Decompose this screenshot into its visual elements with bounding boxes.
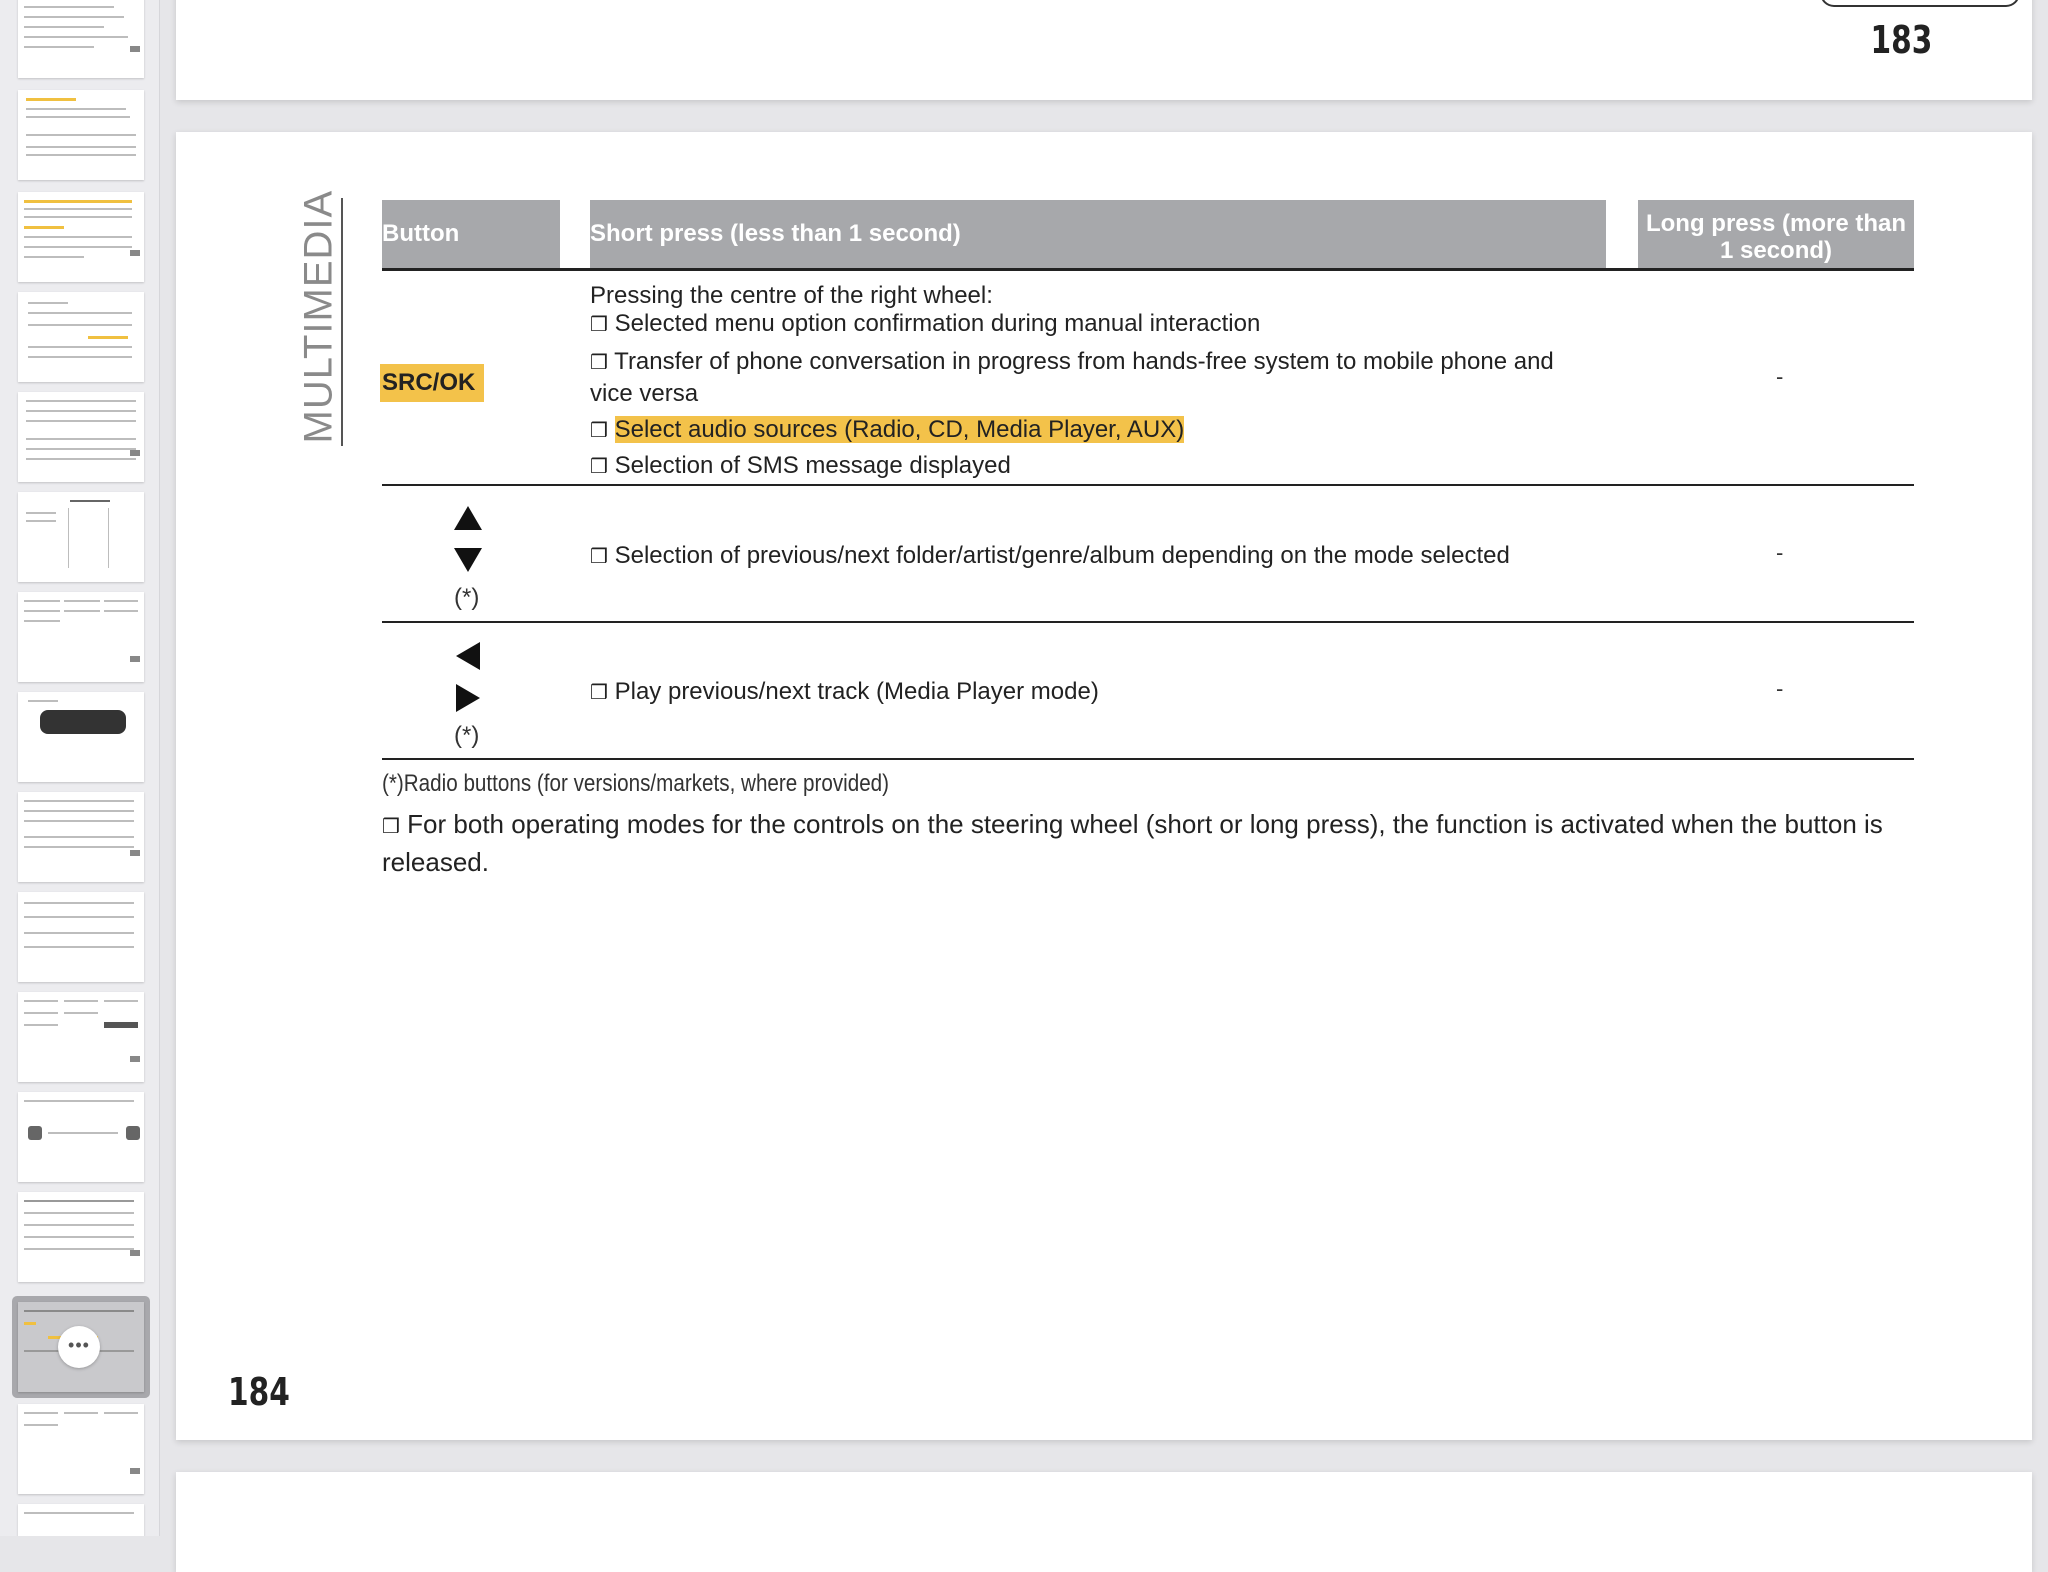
row2-note: (*) (454, 584, 480, 611)
more-icon: ••• (68, 1335, 90, 1355)
row1-intro: Pressing the centre of the right wheel: (590, 282, 993, 309)
footnote: (*)Radio buttons (for versions/markets, where provided) (382, 770, 890, 797)
row3-item: ❒ Play previous/next track (Media Player mode) (590, 678, 1099, 705)
page-thumbnail[interactable] (18, 492, 144, 582)
row1-item: ❒ Selected menu option confirmation during manual interaction (590, 310, 1261, 337)
table-rule (382, 484, 1914, 486)
section-label (288, 189, 348, 448)
page-thumbnail[interactable] (18, 992, 144, 1082)
row3-note: (*) (454, 722, 480, 749)
header-short-press: Short press (less than 1 second) (590, 200, 1606, 268)
page-number: 183 (1870, 18, 1932, 62)
row2-long-press: - (1776, 540, 1784, 565)
page-thumbnail[interactable] (18, 792, 144, 882)
page-thumbnail[interactable] (18, 392, 144, 482)
page-thumbnail[interactable] (18, 1192, 144, 1282)
page-thumbnail[interactable] (18, 1092, 144, 1182)
section-divider (341, 198, 343, 446)
row1-long-press: - (1776, 364, 1784, 389)
table-rule (382, 758, 1914, 760)
up-arrow-icon (454, 506, 482, 530)
page-thumbnail[interactable] (18, 292, 144, 382)
table-rule (382, 621, 1914, 623)
page-number: 184 (228, 1370, 290, 1414)
more-options-button[interactable] (58, 1326, 100, 1368)
right-arrow-icon (456, 684, 480, 712)
left-arrow-icon (456, 642, 480, 670)
page-184 (176, 132, 2032, 1440)
release-note: ❒ For both operating modes for the controls on the steering wheel (short or long press), the function is activated when the button is released. (382, 809, 1883, 877)
selected-text-highlight[interactable]: Select audio sources (Radio, CD, Media Player, AUX) (614, 416, 1185, 443)
table-rule (382, 268, 1914, 271)
header-button: Button (382, 200, 560, 268)
header-long-press: Long press (more than 1 second) (1638, 200, 1914, 268)
src-ok-button-label: SRC/OK (380, 364, 484, 402)
page-thumbnail[interactable] (18, 592, 144, 682)
page-tab-outline (1820, 0, 2020, 7)
page-thumbnail[interactable] (18, 1504, 144, 1536)
page-thumbnail[interactable] (18, 192, 144, 282)
page-183 (176, 0, 2032, 100)
page-thumbnail[interactable] (18, 692, 144, 782)
page-thumbnail[interactable] (18, 0, 144, 78)
page-thumbnail[interactable] (18, 1404, 144, 1494)
down-arrow-icon (454, 548, 482, 572)
page-thumbnail[interactable] (18, 892, 144, 982)
section-label-text: MULTIMEDIA (296, 189, 341, 444)
row1-item-highlighted: ❒ Select audio sources (Radio, CD, Media Player, AUX) (590, 416, 1185, 443)
row1-item: ❒ Selection of SMS message displayed (590, 452, 1011, 479)
row1-item: ❒ Transfer of phone conversation in progress from hands-free system to mobile phone and vice versa (590, 348, 1554, 407)
row3-long-press: - (1776, 676, 1784, 701)
row2-item: ❒ Selection of previous/next folder/artist/genre/album depending on the mode selected (590, 542, 1510, 569)
thumbnail-sidebar[interactable] (0, 0, 160, 1536)
next-page (176, 1472, 2032, 1572)
page-thumbnail[interactable] (18, 90, 144, 180)
